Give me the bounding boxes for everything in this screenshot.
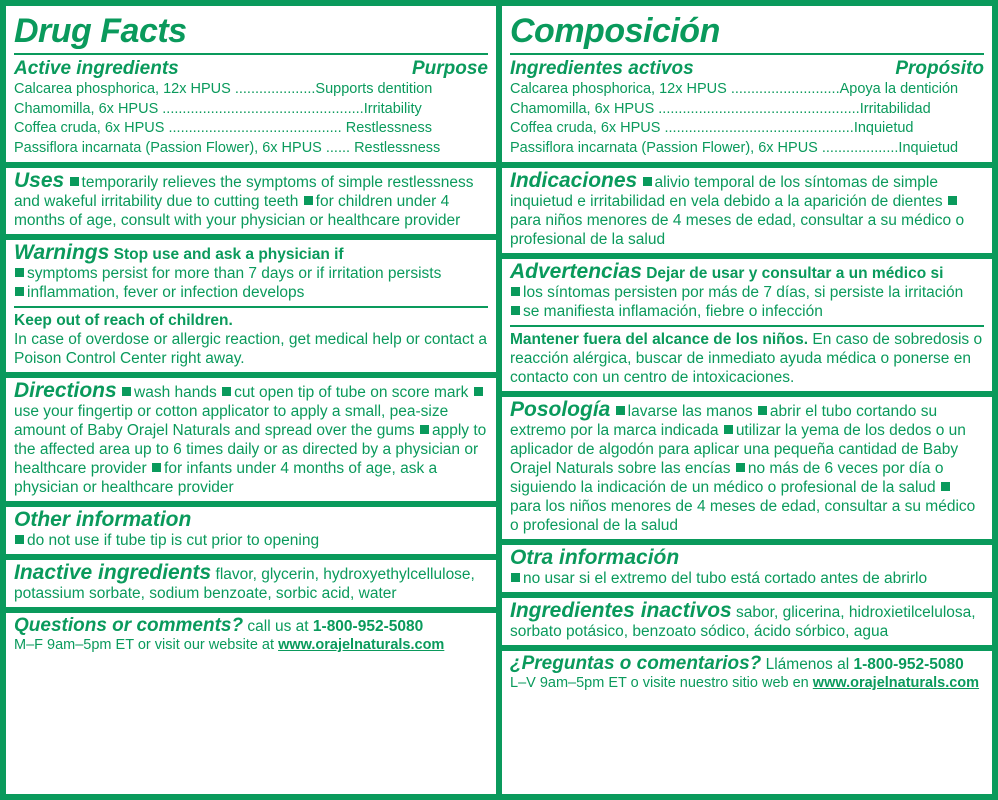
- active-ingredients-label: Active ingredients: [14, 58, 179, 79]
- ingredient-name: Passiflora incarnata (Passion Flower), 6x HPUS: [510, 139, 818, 156]
- direction-item: no más de 6 veces por día o siguiendo la indicación de un médico o profesional de la salud: [510, 460, 944, 496]
- ingredient-name: Coffea cruda, 6x HPUS: [14, 120, 165, 136]
- questions-call-text: call us at: [247, 618, 309, 635]
- bullet-square-icon: [616, 406, 625, 415]
- panel-english: [6, 6, 496, 794]
- warning-bullet-text: symptoms persist for more than 7 days or if irritation persists: [27, 265, 442, 282]
- keep-out-of-reach-heading: Keep out of reach of children.: [14, 312, 233, 329]
- leader-dots: ..................................................: [654, 100, 860, 117]
- ingredient-row: [14, 100, 488, 120]
- other-information-text: do not use if tube tip is cut prior to opening: [27, 532, 320, 549]
- divider: [510, 325, 984, 327]
- ingredient-name: Calcarea phosphorica, 12x HPUS: [14, 81, 231, 97]
- bullet-square-icon: [15, 268, 24, 277]
- other-information-text: no usar si el extremo del tubo está cortado antes de abrirlo: [523, 570, 928, 587]
- uses-text-2: para niños menores de 4 meses de edad, consultar a su médico o profesional de la salud: [510, 212, 965, 248]
- bullet-square-icon: [152, 463, 161, 472]
- direction-item: for infants under 4 months of age, ask a physician or healthcare provider: [14, 460, 438, 496]
- warnings-label: Warnings: [14, 241, 110, 264]
- section-warnings: [6, 240, 496, 378]
- questions-label: Questions or comments?: [14, 615, 244, 636]
- divider: [14, 306, 488, 308]
- section-inactive-ingredients: [502, 598, 992, 651]
- phone-number[interactable]: 1-800-952-5080: [312, 618, 424, 635]
- section-inactive-ingredients: [6, 560, 496, 613]
- bullet-square-icon: [222, 387, 231, 396]
- ingredient-purpose: Inquietud: [853, 120, 914, 136]
- questions-call-text: Llámenos al: [765, 656, 850, 673]
- warnings-label: Advertencias: [510, 260, 642, 283]
- direction-item: utilizar la yema de los dedos o un aplicador de algodón para aplicar una pequeña cantidad de Baby Orajel Naturals sobre las encías: [510, 422, 966, 477]
- leader-dots: ...........................................: [164, 120, 342, 136]
- ingredient-purpose: Apoya la dentición: [839, 81, 959, 97]
- bullet-square-icon: [724, 425, 733, 434]
- uses-text-1: temporarily relieves the symptoms of simple restlessness and wakeful irritability due to cutting teeth: [14, 174, 474, 210]
- bullet-square-icon: [511, 287, 520, 296]
- bullet-square-icon: [948, 196, 957, 205]
- purpose-label: Purpose: [411, 58, 488, 79]
- directions-label: Directions: [14, 379, 117, 402]
- bullet-square-icon: [474, 387, 483, 396]
- warning-bullet-text: inflammation, fever or infection develops: [27, 284, 305, 301]
- leader-dots: ...............................................: [660, 120, 854, 136]
- section-title-and-ingredients: [502, 6, 992, 168]
- keep-out-of-reach-text: En caso de sobredosis o reacción alérgica, buscar de inmediato ayuda médica o ponerse en contacto con un centro de intoxicaciones.: [510, 331, 983, 386]
- ingredient-purpose: Supports dentition: [315, 81, 433, 97]
- leader-dots: ...................: [817, 139, 899, 156]
- ingredient-name: Chamomilla, 6x HPUS: [510, 100, 655, 117]
- section-questions: [6, 613, 496, 658]
- bullet-square-icon: [420, 425, 429, 434]
- leader-dots: ..................................................: [158, 100, 364, 117]
- section-other-information: [502, 545, 992, 598]
- ingredients-header: [510, 53, 984, 80]
- section-warnings: [502, 259, 992, 397]
- warnings-subhead: Stop use and ask a physician if: [113, 246, 344, 263]
- bullet-square-icon: [15, 287, 24, 296]
- website-link[interactable]: www.orajelnaturals.com: [278, 637, 445, 653]
- bullet-square-icon: [941, 482, 950, 491]
- direction-item: apply to the affected area up to 6 times daily or as directed by a physician or healthcare provider: [14, 422, 487, 477]
- ingredient-name: Passiflora incarnata (Passion Flower), 6x HPUS: [14, 139, 322, 156]
- other-information-item: [510, 569, 984, 588]
- direction-item: cut open tip of tube on score mark: [234, 384, 469, 401]
- bullet-square-icon: [643, 177, 652, 186]
- directions-label: Posología: [510, 398, 611, 421]
- keep-out-of-reach-text: In case of overdose or allergic reaction, get medical help or contact a Poison Control Center right away.: [14, 331, 488, 367]
- section-other-information: [6, 507, 496, 560]
- panel-title: Composición: [510, 12, 720, 50]
- warning-bullet: [510, 283, 984, 302]
- inactive-ingredients-text: sabor, glicerina, hidroxietilcelulosa, sorbato potásico, benzoato sódico, ácido sórbico, agua: [510, 604, 976, 640]
- direction-item: abrir el tubo cortando su extremo por la marca indicada: [510, 403, 938, 439]
- ingredient-purpose: Restlessness: [350, 139, 441, 156]
- ingredients-header: [14, 53, 488, 80]
- ingredient-purpose: Irritabilidad: [859, 100, 931, 117]
- hours-text: M–F 9am–5pm ET or visit our website at: [14, 637, 275, 653]
- warning-bullet: [14, 283, 488, 302]
- bullet-square-icon: [122, 387, 131, 396]
- direction-item: wash hands: [134, 384, 217, 401]
- ingredient-row: [510, 119, 984, 139]
- uses-text-2: for children under 4 months of age, consult with your physician or healthcare provider: [14, 193, 461, 229]
- active-ingredients-label: Ingredientes activos: [510, 58, 694, 79]
- warning-bullet: [510, 302, 984, 321]
- bullet-square-icon: [511, 306, 520, 315]
- bullet-square-icon: [304, 196, 313, 205]
- panel-title: Drug Facts: [14, 12, 187, 50]
- section-questions: [502, 651, 992, 696]
- ingredient-purpose: Inquietud: [898, 139, 959, 156]
- uses-text-1: alivio temporal de los síntomas de simple inquietud e irritabilidad en vela debido a la aparición de dientes: [510, 174, 943, 210]
- ingredient-purpose: Restlessness: [341, 120, 432, 136]
- keep-out-of-reach-heading: Mantener fuera del alcance de los niños.: [510, 331, 809, 348]
- warning-bullet-text: se manifiesta inflamación, fiebre o infección: [523, 303, 823, 320]
- warnings-subhead: Dejar de usar y consultar a un médico si: [646, 265, 944, 282]
- bullet-square-icon: [736, 463, 745, 472]
- leader-dots: ....................: [230, 81, 316, 97]
- website-link[interactable]: www.orajelnaturals.com: [812, 675, 980, 691]
- uses-label: Indicaciones: [510, 169, 638, 192]
- questions-label: ¿Preguntas o comentarios?: [510, 653, 762, 674]
- ingredient-row: [510, 80, 984, 100]
- ingredient-name: Coffea cruda, 6x HPUS: [510, 120, 661, 136]
- ingredient-row: [14, 80, 488, 100]
- bullet-square-icon: [15, 535, 24, 544]
- section-title-and-ingredients: [6, 6, 496, 168]
- inactive-ingredients-label: Ingredientes inactivos: [510, 599, 732, 622]
- other-information-label: Otra información: [510, 546, 680, 569]
- hours-text: L–V 9am–5pm ET o visite nuestro sitio web en: [510, 675, 809, 691]
- inactive-ingredients-text: flavor, glycerin, hydroxyethylcellulose, potassium sorbate, sodium benzoate, sorbic acid, water: [14, 566, 475, 602]
- warning-bullet-text: los síntomas persisten por más de 7 días, si persiste la irritación: [523, 284, 964, 301]
- bullet-square-icon: [758, 406, 767, 415]
- direction-item: para los niños menores de 4 meses de edad, consultar a su médico o profesional de la salud: [510, 498, 976, 534]
- leader-dots: ...........................: [726, 81, 840, 97]
- panel-spanish: [502, 6, 992, 794]
- bullet-square-icon: [70, 177, 79, 186]
- ingredient-row: [14, 119, 488, 139]
- direction-item: use your fingertip or cotton applicator to apply a small, pea-size amount of Baby Orajel Naturals and spread over the gums: [14, 403, 449, 439]
- section-directions: [502, 397, 992, 545]
- bullet-square-icon: [511, 573, 520, 582]
- phone-number[interactable]: 1-800-952-5080: [853, 656, 964, 673]
- ingredient-name: Chamomilla, 6x HPUS: [14, 100, 159, 117]
- section-uses: [6, 168, 496, 240]
- ingredient-name: Calcarea phosphorica, 12x HPUS: [510, 81, 727, 97]
- section-directions: [6, 378, 496, 507]
- warning-bullet: [14, 264, 488, 283]
- purpose-label: Propósito: [895, 58, 984, 79]
- ingredient-purpose: Irritability: [363, 100, 422, 117]
- uses-label: Uses: [14, 169, 65, 192]
- section-uses: [502, 168, 992, 259]
- ingredient-row: [510, 139, 984, 159]
- other-information-item: [14, 531, 488, 550]
- ingredient-row: [510, 100, 984, 120]
- leader-dots: ......: [321, 139, 351, 156]
- inactive-ingredients-label: Inactive ingredients: [14, 561, 212, 584]
- ingredient-row: [14, 139, 488, 159]
- other-information-label: Other information: [14, 508, 192, 531]
- direction-item: lavarse las manos: [627, 403, 753, 420]
